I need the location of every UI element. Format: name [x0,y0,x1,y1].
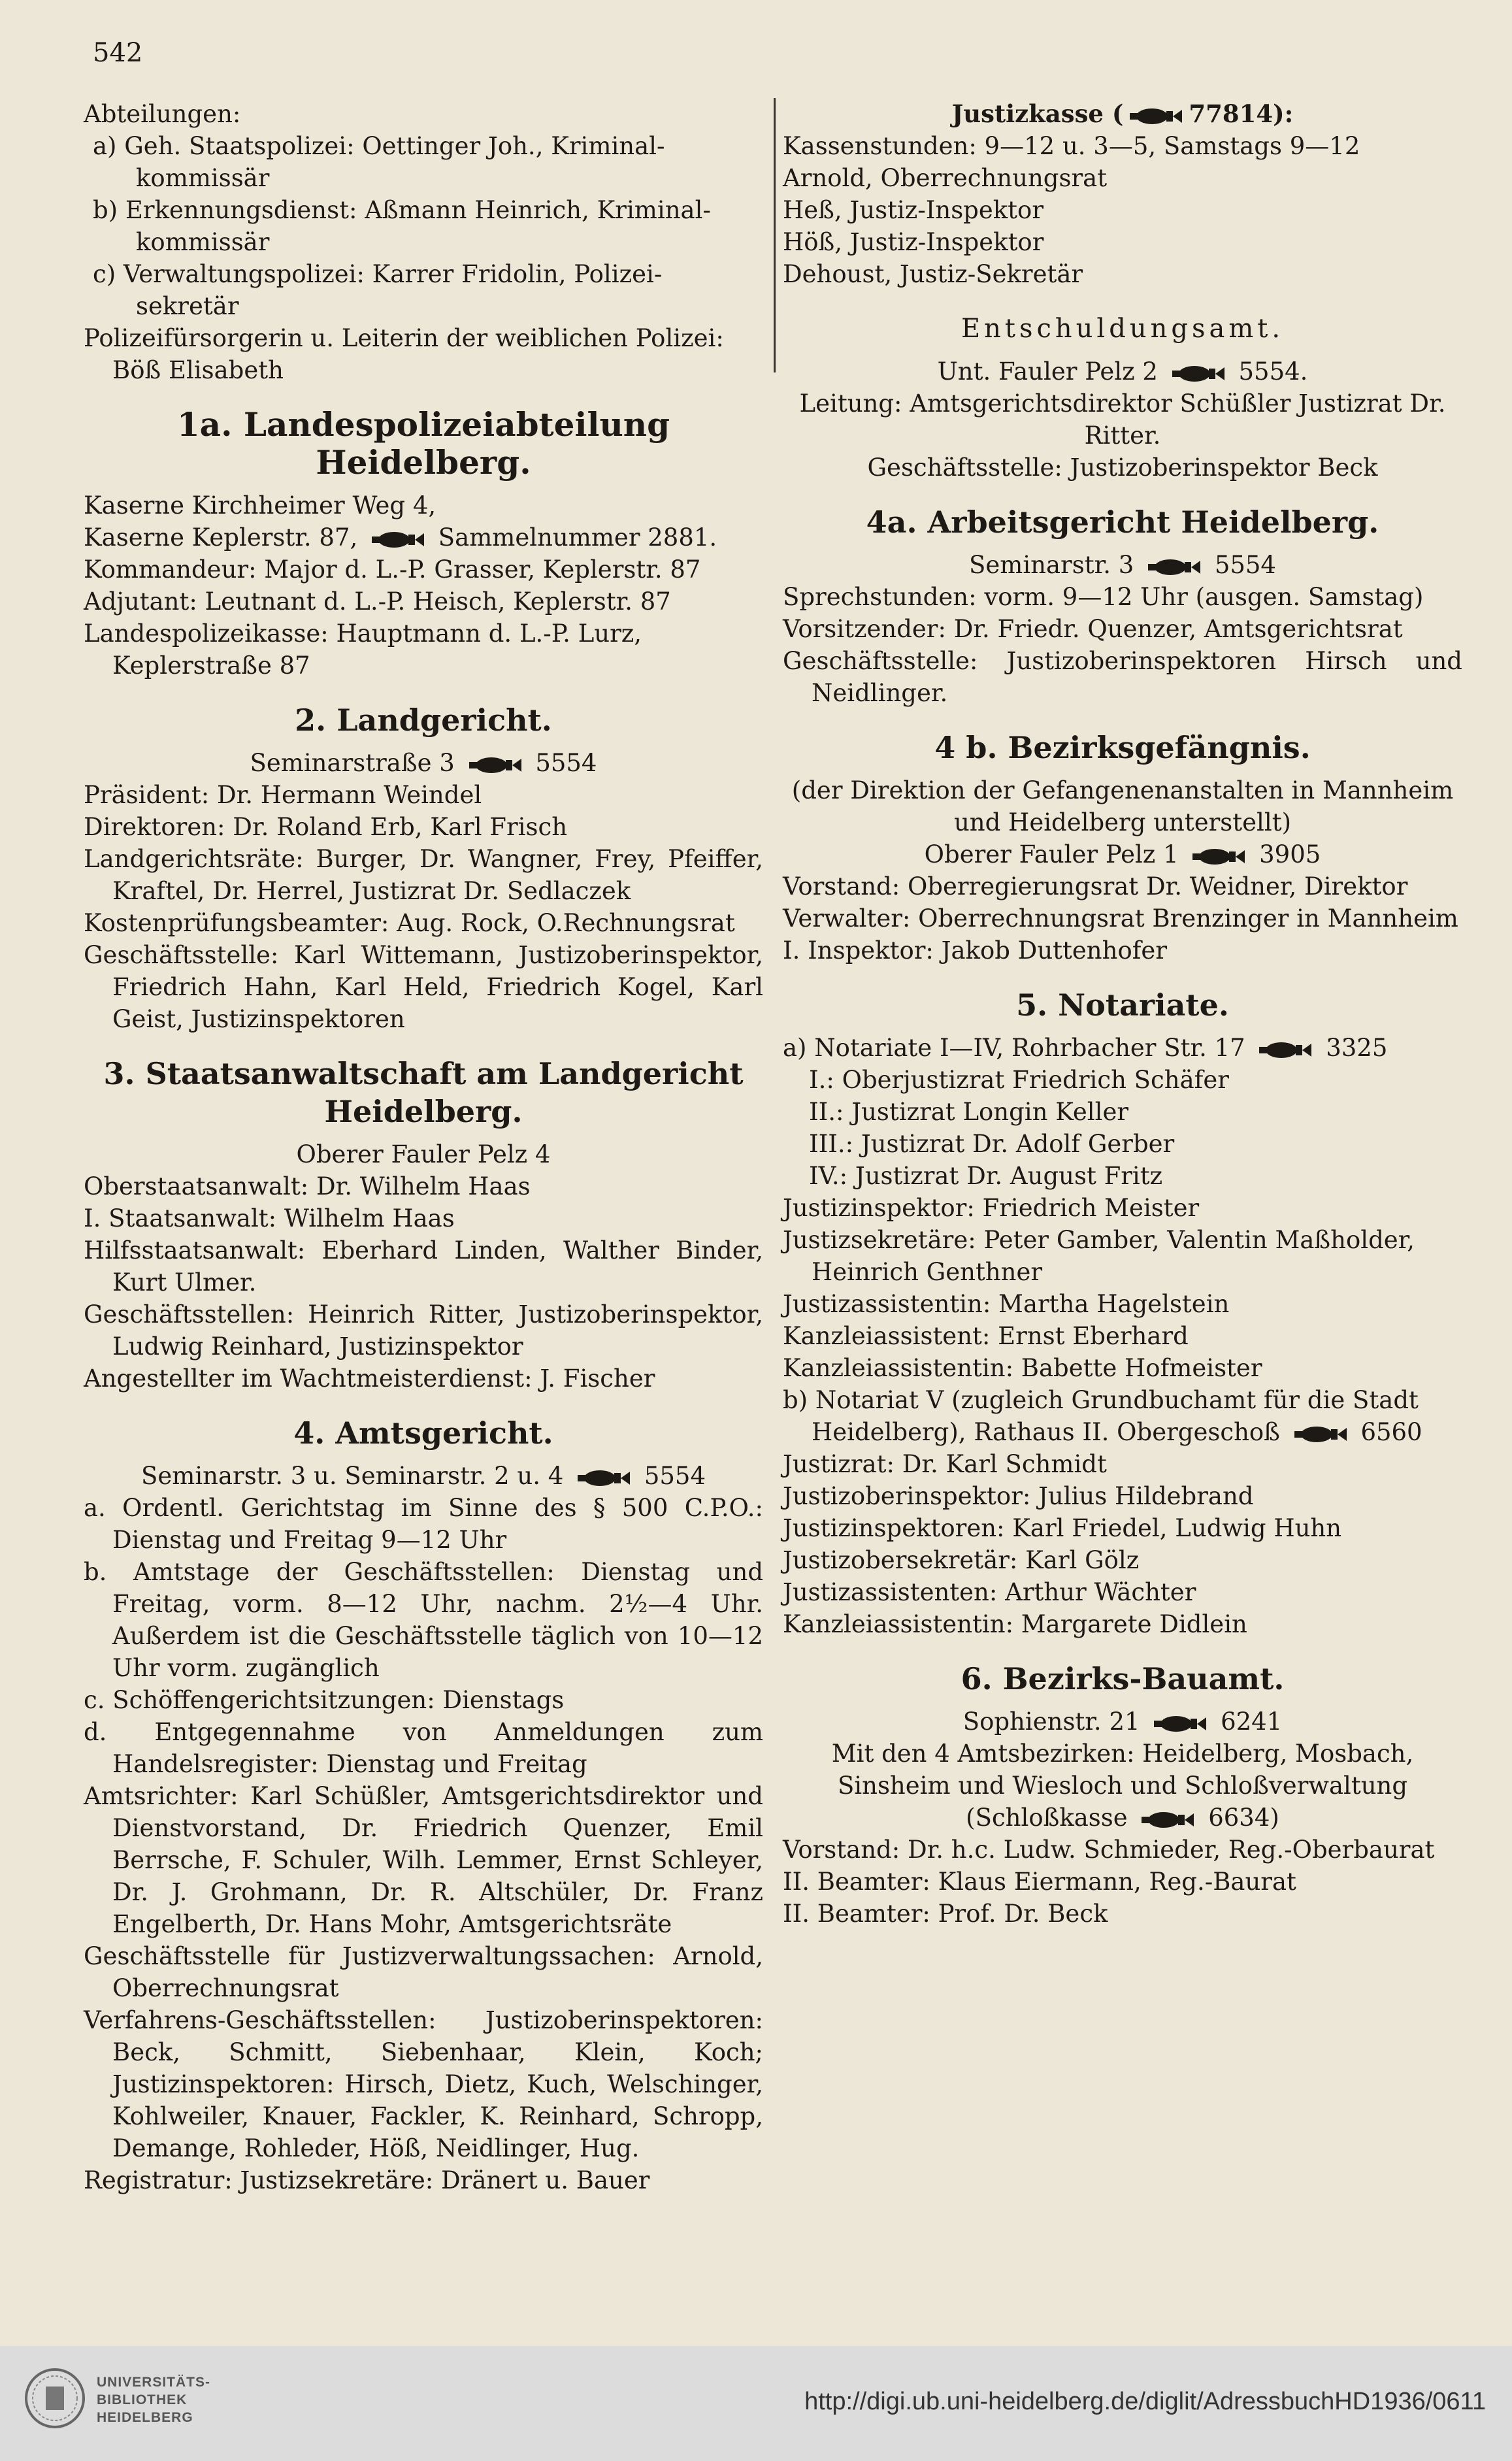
s4-phone: 5554 [644,1462,706,1490]
entschuldungsamt-title: Entschuldungsamt. [961,314,1285,344]
s1a-line: Adjutant: Leutnant d. L.-P. Heisch, Keplerstr. 87 [84,587,671,616]
jk-line: Kassenstunden: 9—12 u. 3—5, Samstags 9—12 [783,132,1360,160]
s5-a-line: Justizinspektor: Friedrich Meister [783,1194,1200,1222]
s5-a: a) Notariate I—IV, Rohrbacher Str. 17 [783,1034,1245,1062]
section-6-title: 6. Bezirks-Bauamt. [961,1661,1285,1696]
abteilung-c: c) Verwaltungspolizei: Karrer Fridolin, Polizei-sekretär [93,260,663,320]
s4b-line: Vorstand: Oberregierungsrat Dr. Weidner, Direktor [783,872,1408,900]
s3-line: Geschäftsstellen: Heinrich Ritter, Justizoberinspektor, Ludwig Reinhard, Justizinspektor [84,1300,763,1361]
s3-address: Oberer Fauler Pelz 4 [296,1140,551,1168]
telephone-icon [1191,848,1246,866]
telephone-icon [1153,1715,1208,1733]
jk-line: Heß, Justiz-Inspektor [783,196,1044,224]
s4-address: Seminarstr. 3 u. Seminarstr. 2 u. 4 [140,1462,564,1490]
s6-line: II. Beamter: Prof. Dr. Beck [783,1900,1108,1928]
ea-address: Unt. Fauler Pelz 2 [937,357,1158,386]
s4b-line: I. Inspektor: Jakob Duttenhofer [783,936,1168,965]
s5-b-text: b) Notariat V (zugleich Grundbuchamt für die Stadt Heidelberg), Rathaus II. Obergeschoß [783,1386,1419,1446]
section-2-title: 2. Landgericht. [295,702,552,738]
jk-line: Dehoust, Justiz-Sekretär [783,260,1083,288]
s2-line: Direktoren: Dr. Roland Erb, Karl Frisch [84,813,568,841]
s4a-phone: 5554 [1214,551,1276,579]
s5-b-line: Justizassistenten: Arthur Wächter [783,1578,1196,1606]
s3-line: Hilfsstaatsanwalt: Eberhard Linden, Walther Binder, Kurt Ulmer. [84,1236,763,1297]
s4a-line: Geschäftsstelle: Justizoberinspektoren Hirsch und Neidlinger. [783,647,1462,707]
abteilungen-title: Abteilungen: [84,100,241,128]
telephone-icon [1140,1811,1195,1829]
telephone-icon [1293,1425,1348,1444]
viewer-footer [0,2346,1512,2461]
s6-note: Mit den 4 Amtsbezirken: Heidelberg, Mosbach, Sinsheim und Wiesloch und Schloßverwaltung [831,1740,1414,1800]
s1a-line: Landespolizeikasse: Hauptmann d. L.-P. Lurz, Keplerstraße 87 [84,619,642,680]
s5-b-phone: 6560 [1360,1418,1422,1446]
s4a-line: Vorsitzender: Dr. Friedr. Quenzer, Amtsgerichtsrat [783,615,1403,643]
telephone-icon [468,756,523,774]
telephone-icon [1258,1041,1313,1059]
left-column [84,98,763,2196]
s4-item: a. Ordentl. Gerichtstag im Sinne des § 500 C.P.O.: Dienstag und Freitag 9—12 Uhr [84,1494,763,1554]
telephone-icon [370,531,425,549]
justizkasse-title [783,98,1462,130]
telephone-icon [576,1469,631,1487]
notar: III.: Justizrat Dr. Adolf Gerber [809,1130,1175,1158]
s2-address-line [84,747,763,779]
telephone-icon [1128,107,1183,125]
notar: IV.: Justizrat Dr. August Fritz [809,1162,1163,1190]
s6-note2a: (Schloßkasse [966,1804,1128,1832]
s4a-address: Seminarstr. 3 [969,551,1134,579]
s4-address-line [84,1460,763,1492]
ea-line: Geschäftsstelle: Justizoberinspektor Beck [867,454,1378,482]
s6-address: Sophienstr. 21 [962,1708,1140,1736]
s4b-address: Oberer Fauler Pelz 1 [924,840,1179,868]
s5-b-line: Justizinspektoren: Karl Friedel, Ludwig Huhn [783,1514,1342,1542]
s3-line: Angestellter im Wachtmeisterdienst: J. Fischer [84,1364,655,1393]
jk-line: Höß, Justiz-Inspektor [783,228,1044,256]
section-4-title: 4. Amtsgericht. [293,1415,553,1451]
s5-b [783,1384,1462,1448]
s1a-sammelnummer: Sammelnummer 2881. [438,523,717,552]
s5-a-line [783,1032,1462,1064]
s5-a-line: Justizsekretäre: Peter Gamber, Valentin Maßholder, Heinrich Genthner [783,1226,1415,1286]
logo-line3: HEIDELBERG [97,2410,193,2425]
s5-a-line: Justizassistentin: Martha Hagelstein [783,1290,1230,1318]
s2-line: Präsident: Dr. Hermann Weindel [84,781,482,809]
library-logo[interactable] [24,2366,259,2437]
s2-address: Seminarstraße 3 [250,749,455,777]
s6-phone: 6241 [1221,1708,1283,1736]
s5-a-phone: 3325 [1326,1034,1388,1062]
section-4b-title: 4 b. Bezirksgefängnis. [934,730,1311,765]
section-4a-title: 4a. Arbeitsgericht Heidelberg. [866,504,1379,540]
s5-b-line: Justizoberinspektor: Julius Hildebrand [783,1482,1254,1510]
ea-line: Leitung: Amtsgerichtsdirektor Schüßler Justizrat Dr. Ritter. [799,389,1446,450]
notar: I.: Oberjustizrat Friedrich Schäfer [809,1066,1229,1094]
s4-item: c. Schöffengerichtsitzungen: Dienstags [84,1686,565,1714]
s1a-line: Kommandeur: Major d. L.-P. Grasser, Keplerstr. 87 [84,555,701,584]
section-1a-title: 1a. Landespolizeiabteilung Heidelberg. [176,405,670,482]
s6-note2 [783,1802,1462,1834]
s6-note2b: 6634) [1208,1804,1279,1832]
page-number: 542 [93,38,143,68]
abteilung-b: b) Erkennungsdienst: Aßmann Heinrich, Kriminal-kommissär [93,196,711,256]
polizeifuersorge: Polizeifürsorgerin u. Leiterin der weiblichen Polizei: Böß Elisabeth [84,324,724,384]
s3-title-line2: Heidelberg. [324,1094,523,1129]
telephone-icon [1147,558,1202,576]
s2-line: Kostenprüfungsbeamter: Aug. Rock, O.Rechnungsrat [84,909,735,937]
section-5-title: 5. Notariate. [1016,987,1229,1023]
s5-b-line: Kanzleiassistentin: Margarete Didlein [783,1610,1247,1638]
s2-phone: 5554 [535,749,597,777]
ea-address-line [783,355,1462,388]
s3-line: Oberstaatsanwalt: Dr. Wilhelm Haas [84,1172,531,1200]
right-column [783,98,1462,1930]
source-url[interactable]: http://digi.ub.uni-heidelberg.de/diglit/AdressbuchHD1936/0611 [804,2388,1486,2415]
s1a-line: Kaserne Kirchheimer Weg 4, [84,491,436,520]
logo-line1: UNIVERSITÄTS- [97,2375,211,2390]
s4b-address-line [783,838,1462,870]
s3-title-line1: 3. Staatsanwaltschaft am Landgericht [103,1056,744,1091]
s4a-address-line [783,549,1462,581]
jk-phone: 77814): [1189,99,1294,128]
s6-line: II. Beamter: Klaus Eiermann, Reg.-Baurat [783,1868,1296,1896]
s1a-line [84,521,763,553]
s5-b-line: Justizrat: Dr. Karl Schmidt [783,1450,1107,1478]
s5-a-line: Kanzleiassistent: Ernst Eberhard [783,1322,1189,1350]
ea-phone: 5554. [1238,357,1308,386]
s2-line: Landgerichtsräte: Burger, Dr. Wangner, Frey, Pfeiffer, Kraftel, Dr. Herrel, Justizrat Dr. Sedlaczek [84,845,763,905]
s6-line: Vorstand: Dr. h.c. Ludw. Schmieder, Reg.-Oberbaurat [783,1836,1435,1864]
section-3-title [84,1055,763,1131]
s5-b-line: Justizobersekretär: Karl Gölz [783,1546,1140,1574]
s4-line: Verfahrens-Geschäftsstellen: Justizoberinspektoren: Beck, Schmitt, Siebenhaar, Klein, Koch; Justizinspektoren: Hirsch, Dietz, Kuch, Welschinger, Kohlweiler, Knauer, Fackler, K. Reinhard, Schropp, Demange, Rohleder, Höß, Neidlinger, Hug. [84,2006,763,2162]
s4-item: d. Entgegennahme von Anmeldungen zum Handelsregister: Dienstag und Freitag [84,1718,763,1778]
notar: II.: Justizrat Longin Keller [809,1098,1129,1126]
abteilung-a: a) Geh. Staatspolizei: Oettinger Joh., Kriminal-kommissär [93,132,665,192]
s4-item: b. Amtstage der Geschäftsstellen: Dienstag und Freitag, vorm. 8—12 Uhr, nachm. 2½—4 Uhr. Außerdem ist die Geschäftsstelle täglich von 10—12 Uhr vorm. zugänglich [84,1558,763,1682]
column-divider [774,98,776,372]
s4b-note: (der Direktion der Gefangenenanstalten in Mannheim und Heidelberg unterstellt) [791,776,1454,836]
s5-a-line: Kanzleiassistentin: Babette Hofmeister [783,1354,1262,1382]
jk-line: Arnold, Oberrechnungsrat [783,164,1108,192]
s6-address-line [783,1706,1462,1738]
s4-line: Amtsrichter: Karl Schüßler, Amtsgerichtsdirektor und Dienstvorstand, Dr. Friedrich Quenzer, Emil Berrsche, F. Schuler, Wilh. Lemmer, Ernst Schleyer, Dr. J. Grohmann, Dr. R. Altschüler, Dr. Franz Engelberth, Dr. Hans Mohr, Amtsgerichtsräte [84,1782,763,1938]
university-seal-icon [24,2367,86,2430]
s4b-line: Verwalter: Oberrechnungsrat Brenzinger in Mannheim [783,904,1458,933]
s3-line: I. Staatsanwalt: Wilhelm Haas [84,1204,455,1232]
logo-line2: BIBLIOTHEK [97,2392,188,2407]
s4a-line: Sprechstunden: vorm. 9—12 Uhr (ausgen. Samstag) [783,583,1424,611]
s4-line: Registratur: Justizsekretäre: Dränert u. Bauer [84,2166,650,2194]
s4b-phone: 3905 [1259,840,1321,868]
s1a-address: Kaserne Keplerstr. 87, [84,523,358,552]
telephone-icon [1171,365,1226,383]
s2-line: Geschäftsstelle: Karl Wittemann, Justizoberinspektor, Friedrich Hahn, Karl Held, Friedrich Kogel, Karl Geist, Justizinspektoren [84,941,763,1033]
jk-title: Justizkasse ( [951,99,1124,128]
s4-line: Geschäftsstelle für Justizverwaltungssachen: Arnold, Oberrechnungsrat [84,1942,763,2002]
